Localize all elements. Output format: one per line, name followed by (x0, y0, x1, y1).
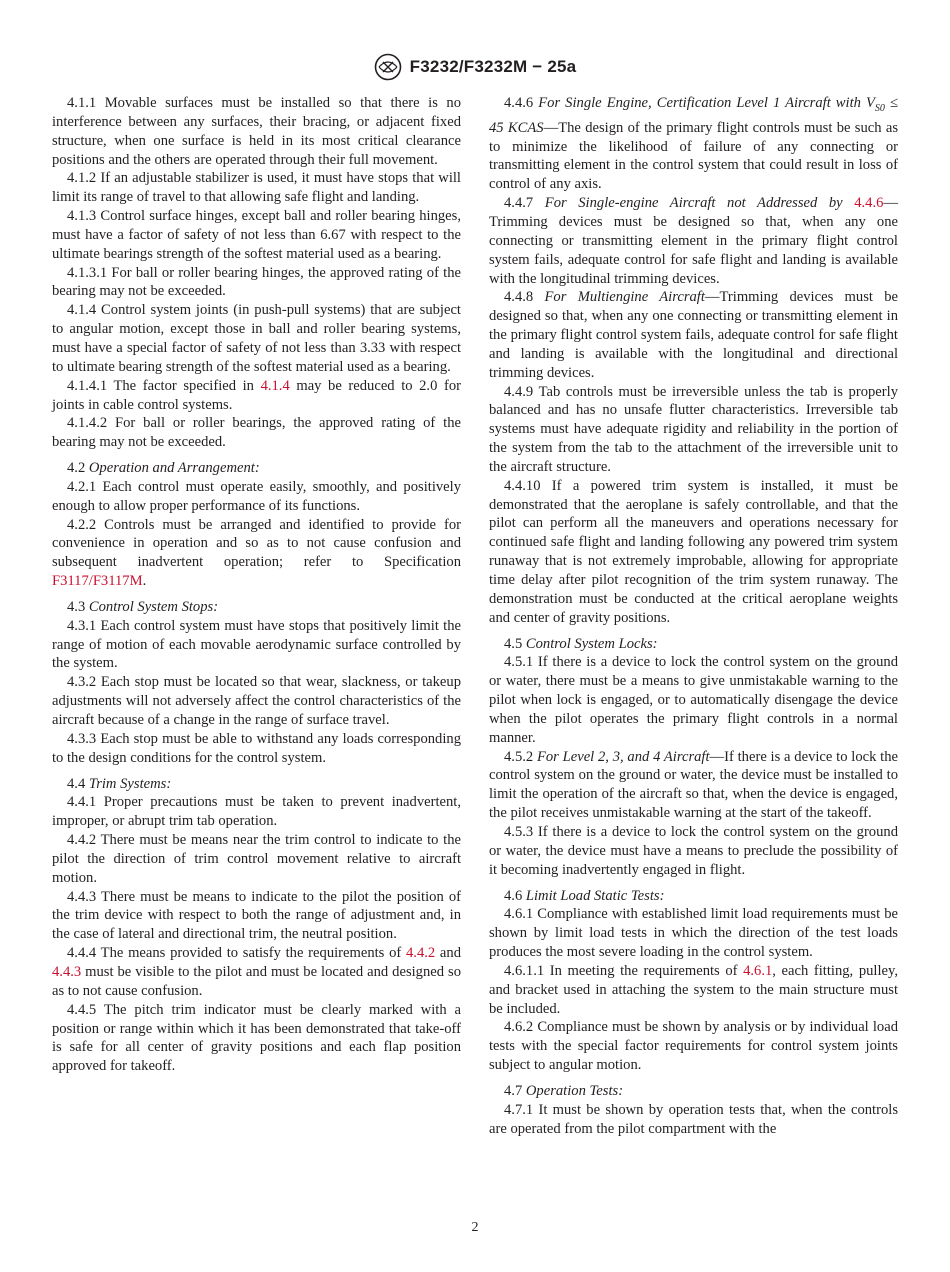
paragraph (489, 1101, 898, 1139)
paragraph-text: 4.1.4 Control system joints (in push-pull systems) that are subject to angular motion, except those in ball and roller bearing systems, must have a special factor of safety of not less than 3.33 with respect to ultimate bearing strength of the softest material used as a bearing. (52, 302, 461, 375)
paragraph-text: 4.1.3 Control surface hinges, except ball and roller bearing hinges, must have a factor of safety of not less than 6.67 with respect to the ultimate bearings strength of the softest material used as a bearing. (52, 208, 461, 262)
section-heading (52, 598, 461, 617)
clause-number: 4.4.6 (504, 95, 539, 111)
clause-number: 4.4.7 (504, 195, 545, 212)
document-id: F3232/F3232M − 25a (409, 57, 577, 76)
paragraph (52, 617, 461, 674)
section-number: 4.4 (67, 775, 89, 792)
section-title: Control System Locks: (525, 635, 658, 652)
paragraph-text: 4.1.3.1 For ball or roller bearing hinges, the approved rating of the bearing may not be exceeded. (52, 264, 461, 300)
paragraph (52, 169, 461, 207)
paragraph-text: 4.6.1.1 In meeting the requirements of (504, 962, 744, 979)
cross-reference-link[interactable]: 4.4.6 (854, 195, 884, 212)
paragraph (489, 653, 898, 747)
paragraph-text: —If there is a device to lock the control system on the ground or water, the device must be installed to limit the operation of the aircraft so that, when the device is engaged, the pilot receives unmistakable warning at the start of the takeoff. (489, 748, 898, 822)
paragraph (52, 301, 461, 376)
paragraph (489, 194, 898, 288)
paragraph (52, 673, 461, 730)
paragraph-text: 4.2.1 Each control must operate easily, smoothly, and positively enough to allow proper performance of its functions. (52, 478, 461, 514)
section-heading (52, 459, 461, 478)
paragraph (489, 962, 898, 1019)
paragraph (489, 905, 898, 962)
section-title: Operation Tests: (525, 1082, 624, 1099)
paragraph (52, 414, 461, 452)
paragraph (489, 94, 898, 194)
paragraph-text: 4.1.1 Movable surfaces must be installed so that there is no interference between any surfaces, their bracing, or adjacent fixed structure, when one surface is held in its most critical clearance positions and the others are operated through their full movement. (52, 95, 461, 168)
section-number: 4.6 (504, 887, 526, 904)
page-number: 2 (471, 1220, 479, 1235)
section-number: 4.5 (504, 635, 526, 652)
section-title: Trim Systems: (88, 775, 172, 792)
paragraph-text: —The design of the primary flight controls must be such as to minimize the likelihood of failure of any connecting or transmitting element in the control system that could result in loss of control of any axis. (489, 119, 899, 193)
astm-logo-icon (374, 53, 402, 81)
clause-title: ≤ 45 KCAS (489, 95, 898, 136)
paragraph (489, 477, 898, 628)
paragraph-text: 4.4.3 There must be means to indicate to the pilot the position of the trim device with respect to both the range of adjustment and, in the case of lateral and directional trim, the neutral position. (52, 888, 461, 943)
section-heading (489, 1082, 898, 1101)
paragraph-text: —Trimming devices must be designed so that, when any one connecting or transmitting element in the primary flight control system fails, adequate control for safe flight and landing is available with the longitudinal and directional trimming devices. (489, 289, 898, 381)
paragraph (52, 831, 461, 888)
section-heading (489, 887, 898, 906)
paragraph (489, 383, 898, 477)
paragraph-text: 4.2.2 Controls must be arranged and identified to provide for convenience in operation and so as to not cause confusion and subsequent inadvertent operation; refer to Specification (52, 516, 461, 571)
paragraph-text: 4.4.2 There must be means near the trim control to indicate to the pilot the direction of trim control movement relative to aircraft motion. (52, 832, 461, 886)
cross-reference-link[interactable]: 4.4.3 (52, 963, 82, 980)
paragraph-text: 4.7.1 It must be shown by operation tests that, when the controls are operated from the pilot compartment with the (489, 1101, 898, 1137)
paragraph-text: . (142, 573, 147, 590)
paragraph (52, 730, 461, 768)
paragraph (52, 377, 461, 415)
paragraph-text: 4.6.2 Compliance must be shown by analysis or by individual load tests with the special factor requirements for control system joints subject to angular motion. (489, 1019, 898, 1074)
section-number: 4.7 (504, 1082, 526, 1099)
paragraph (489, 288, 898, 382)
paragraph-text: and (435, 945, 461, 962)
paragraph (489, 748, 898, 823)
paragraph (52, 94, 461, 169)
paragraph (52, 207, 461, 264)
section-title: Limit Load Static Tests: (525, 887, 665, 904)
paragraph (52, 944, 461, 1001)
paragraph-text: 4.5.1 If there is a device to lock the control system on the ground or water, there must be a means to give unmistakable warning to the pilot when lock is engaged, or to automatically disengage the device when the pilot operates the primary flight controls in a normal manner. (489, 654, 898, 746)
paragraph (52, 516, 461, 591)
paragraph (52, 264, 461, 302)
paragraph-text: must be visible to the pilot and must be located and designed so as to not cause confusion. (52, 963, 461, 999)
cross-reference-link[interactable]: F3117/F3117M (52, 573, 143, 590)
paragraph-text: 4.3.3 Each stop must be able to withstand any loads corresponding to the design conditions for the control system. (52, 730, 461, 766)
right-column (489, 94, 898, 1138)
paragraph (489, 1018, 898, 1075)
section-number: 4.3 (67, 598, 89, 615)
paragraph-text: , each fitting, pulley, and bracket used in attaching the system to the main structure must be included. (489, 962, 898, 1017)
left-column (52, 94, 461, 1076)
section-heading (489, 635, 898, 654)
page-header (0, 52, 950, 82)
paragraph-text: —Trimming devices must be designed so that, when any one connecting or transmitting element in the primary flight control system fails, adequate control for safe flight and landing is available with the longitudinal trimming devices. (489, 195, 898, 287)
paragraph-text: 4.1.4.1 The factor specified in (67, 377, 261, 394)
paragraph-text: 4.3.2 Each stop must be located so that wear, slackness, or takeup adjustments will not adversely affect the control characteristics of the aircraft because of a change in the range of surface travel. (52, 674, 461, 728)
paragraph (52, 793, 461, 831)
paragraph (52, 478, 461, 516)
clause-title: For Level 2, 3, and 4 Aircraft (536, 748, 710, 765)
clause-number: 4.5.2 (504, 748, 537, 765)
paragraph-text: 4.4.10 If a powered trim system is installed, it must be demonstrated that the aeroplane is safely controllable, and that the pilot can perform all the maneuvers and operations necessary for continued safe flight and landing following any powered trim system runaway that is not extremely improbable, allowing for appropriate time delay after pilot recognition of the trim system runaway. The demonstration must be conducted at the critical aeroplane weights and center of gravity positions. (489, 477, 898, 626)
clause-title: For Single-engine Aircraft not Addressed by (544, 195, 855, 212)
section-title: Control System Stops: (88, 598, 219, 615)
paragraph-text: 4.1.2 If an adjustable stabilizer is used, it must have stops that will limit its range of travel to that allowing safe flight and landing. (52, 170, 461, 206)
clause-number: 4.4.8 (504, 289, 545, 306)
cross-reference-link[interactable]: 4.6.1 (743, 962, 773, 979)
paragraph-text: 4.5.3 If there is a device to lock the control system on the ground or water, the device must have a means to preclude the possibility of it becoming inadvertently engaged in flight. (489, 823, 898, 878)
paragraph-text: may be reduced to 2.0 for joints in cable control systems. (52, 377, 461, 413)
subscript-text: S0 (874, 102, 885, 114)
section-title: Operation and Arrangement: (88, 460, 260, 477)
cross-reference-link[interactable]: 4.1.4 (260, 377, 290, 394)
paragraph-text: 4.1.4.2 For ball or roller bearings, the approved rating of the bearing may not be exceeded. (52, 415, 461, 451)
paragraph (52, 888, 461, 945)
paragraph-text: 4.4.5 The pitch trim indicator must be clearly marked with a position or range within which it has been demonstrated that take-off is safe for all center of gravity positions and each flap position approved for takeoff. (52, 1001, 461, 1075)
section-heading (52, 775, 461, 794)
paragraph-text: 4.4.1 Proper precautions must be taken to prevent inadvertent, improper, or abrupt trim tab operation. (52, 794, 461, 830)
paragraph (489, 823, 898, 880)
paragraph-text: 4.4.9 Tab controls must be irreversible unless the tab is properly balanced and has no unsafe flutter characteristics. Irreversible tab systems must have adequate rigidity and reliability in the portion of the system from the tab to the attachment of the irreversible unit to the aircraft structure. (489, 383, 898, 475)
clause-title: For Single Engine, Certification Level 1 Aircraft with V (538, 95, 875, 111)
section-number: 4.2 (67, 460, 89, 477)
paragraph-text: 4.3.1 Each control system must have stops that positively limit the range of motion of each movable aerodynamic surface controlled by the system. (52, 617, 461, 672)
paragraph-text: 4.4.4 The means provided to satisfy the requirements of (67, 945, 406, 962)
cross-reference-link[interactable]: 4.4.2 (406, 945, 436, 962)
clause-title: For Multiengine Aircraft (544, 289, 705, 306)
paragraph (52, 1001, 461, 1076)
paragraph-text: 4.6.1 Compliance with established limit load requirements must be shown by limit load tests in which the direction of the test loads produces the most severe loading in the control system. (489, 906, 898, 961)
